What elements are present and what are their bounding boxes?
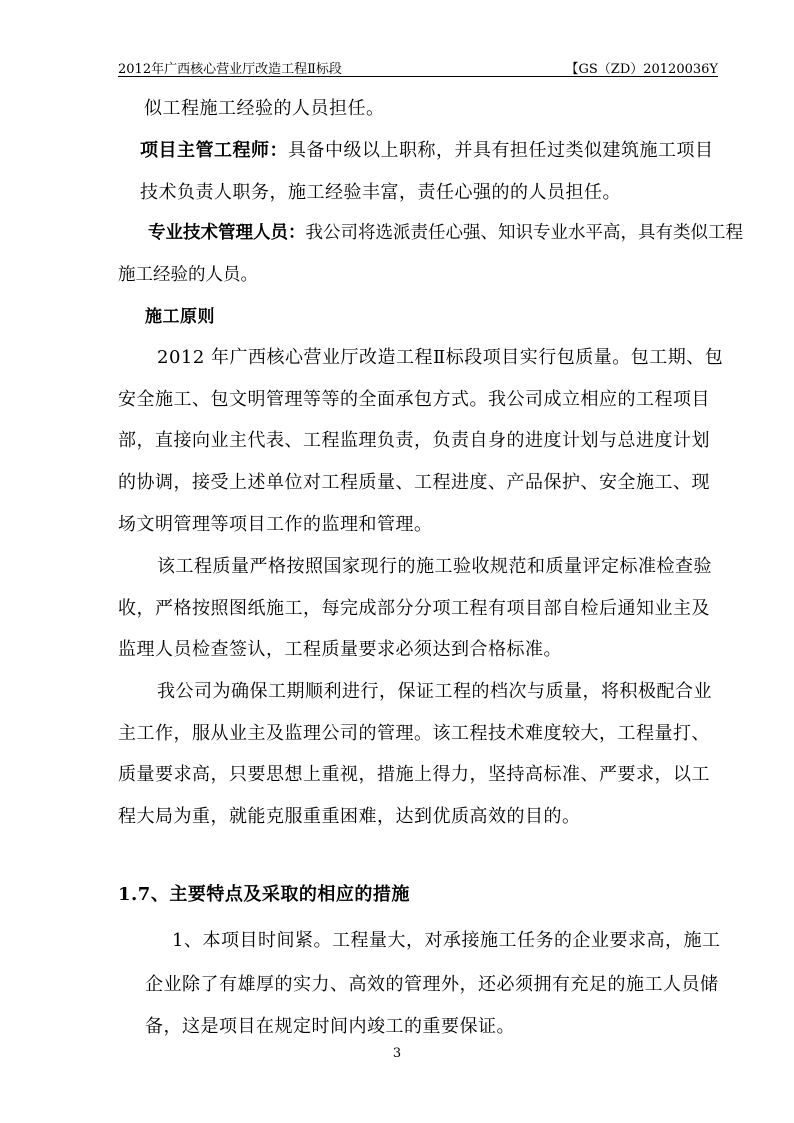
body-line: 监理人员检查签认，工程质量要求必须达到合格标准。: [118, 639, 562, 660]
body-line: 质量要求高，只要思想上重视，措施上得力，坚持高标准、严要求，以工: [118, 764, 710, 785]
body-line: 2012 年广西核心营业厅改造工程Ⅱ标段项目实行包质量。包工期、包: [157, 347, 724, 368]
body-line: 场文明管理等项目工作的监理和管理。: [118, 514, 433, 535]
body-paragraph: [140, 136, 714, 162]
body-line: 1、本项目时间紧。工程量大，对承接施工任务的企业要求高，施工: [172, 930, 721, 951]
role-label: 项目主管工程师：: [140, 140, 288, 161]
body-line: 部，直接向业主代表、工程监理负责，负责自身的进度计划与总进度计划: [118, 430, 710, 451]
body-line: 企业除了有雄厚的实力、高效的管理外，还必须拥有充足的施工人员储: [145, 974, 719, 995]
body-line: 收，严格按照图纸施工，每完成部分分项工程有项目部自检后通知业主及: [118, 598, 710, 619]
header-project-title: 2012年广西核心营业厅改造工程Ⅱ标段: [118, 62, 342, 77]
section-heading: 1.7、主要特点及采取的相应的措施: [118, 884, 410, 905]
role-label: 专业技术管理人员：: [148, 223, 306, 243]
body-line: 技术负责人职务，施工经验丰富，责任心强的的人员担任。: [140, 182, 621, 203]
body-paragraph: [148, 219, 743, 244]
header-document-code: 【GS（ZD）20120036Y: [565, 62, 718, 77]
page-header: [118, 56, 718, 77]
role-text: 具备中级以上职称，并具有担任过类似建筑施工项目: [288, 140, 714, 161]
body-line: 主工作，服从业主及监理公司的管理。该工程技术难度较大，工程量打、: [118, 723, 710, 744]
body-line: 似工程施工经验的人员担任。: [144, 98, 385, 119]
body-line: 施工经验的人员。: [118, 265, 258, 285]
role-text: 我公司将选派责任心强、知识专业水平高，具有类似工程: [305, 223, 743, 243]
body-line: 备，这是项目在规定时间内竣工的重要保证。: [145, 1016, 515, 1037]
body-line: 安全施工、包文明管理等等的全面承包方式。我公司成立相应的工程项目: [118, 389, 710, 410]
body-line: 我公司为确保工期顺利进行，保证工程的档次与质量，将积极配合业: [157, 681, 712, 702]
body-line: 的协调，接受上述单位对工程质量、工程进度、产品保护、安全施工、现: [118, 472, 710, 493]
body-line: 该工程质量严格按照国家现行的施工验收规范和质量评定标准检查验: [157, 556, 712, 577]
body-line: 程大局为重，就能克服重重困难，达到优质高效的目的。: [118, 806, 581, 827]
page-number: 3: [392, 1046, 402, 1061]
section-heading: 施工原则: [145, 307, 215, 327]
